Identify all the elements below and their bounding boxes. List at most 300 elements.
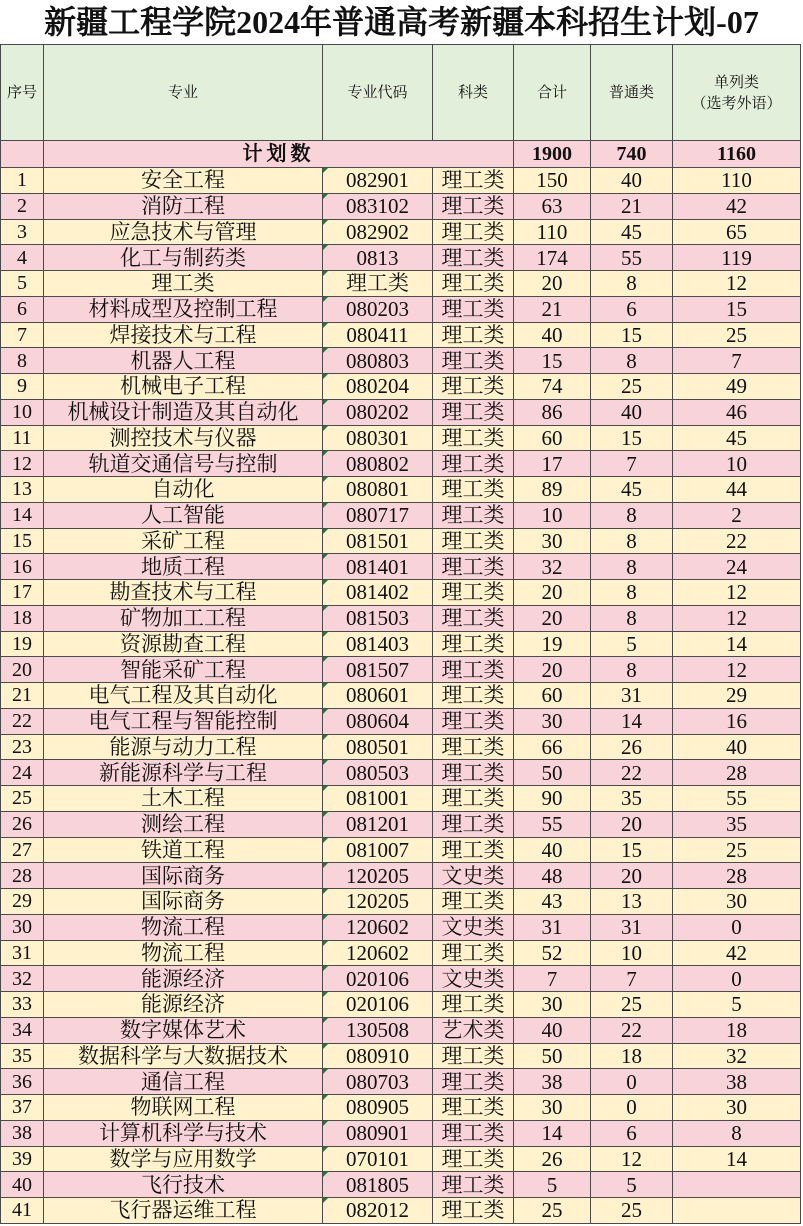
cell-major: 焊接技术与工程	[44, 322, 323, 348]
cell-separate: 32	[673, 1043, 801, 1069]
cell-total: 50	[514, 1043, 591, 1069]
cell-separate: 0	[673, 914, 801, 940]
cell-separate: 44	[673, 477, 801, 503]
table-row	[1, 399, 801, 425]
cell-major: 机器人工程	[44, 348, 323, 374]
cell-seq: 1	[1, 168, 44, 194]
header-major: 专业	[44, 45, 323, 141]
cell-separate: 5	[673, 992, 801, 1018]
cell-seq: 27	[1, 837, 44, 863]
cell-total: 25	[514, 1198, 591, 1224]
cell-total: 63	[514, 193, 591, 219]
cell-seq: 39	[1, 1146, 44, 1172]
plan-total-row	[1, 141, 801, 168]
cell-category: 理工类	[433, 271, 514, 297]
cell-separate: 15	[673, 296, 801, 322]
cell-total: 86	[514, 399, 591, 425]
cell-code: 020106	[323, 966, 433, 992]
cell-category: 理工类	[433, 1120, 514, 1146]
cell-code: 081201	[323, 811, 433, 837]
cell-general: 8	[591, 502, 673, 528]
cell-category: 文史类	[433, 914, 514, 940]
cell-total: 48	[514, 863, 591, 889]
cell-general: 25	[591, 374, 673, 400]
cell-total: 90	[514, 786, 591, 812]
cell-code: 130508	[323, 1017, 433, 1043]
cell-major: 自动化	[44, 477, 323, 503]
cell-seq: 4	[1, 245, 44, 271]
table-row	[1, 168, 801, 194]
cell-separate: 28	[673, 760, 801, 786]
cell-separate: 12	[673, 271, 801, 297]
cell-general: 8	[591, 348, 673, 374]
cell-major: 机械设计制造及其自动化	[44, 399, 323, 425]
cell-seq: 29	[1, 889, 44, 915]
table-row	[1, 1017, 801, 1043]
cell-separate: 22	[673, 528, 801, 554]
cell-seq: 25	[1, 786, 44, 812]
cell-category: 理工类	[433, 605, 514, 631]
cell-code: 081503	[323, 605, 433, 631]
cell-general: 20	[591, 863, 673, 889]
table-row	[1, 322, 801, 348]
cell-total: 38	[514, 1069, 591, 1095]
cell-code: 080204	[323, 374, 433, 400]
cell-separate: 25	[673, 322, 801, 348]
cell-code: 080501	[323, 734, 433, 760]
cell-code: 082012	[323, 1198, 433, 1224]
cell-category: 理工类	[433, 683, 514, 709]
cell-seq: 32	[1, 966, 44, 992]
cell-separate: 49	[673, 374, 801, 400]
cell-major: 安全工程	[44, 168, 323, 194]
cell-total: 89	[514, 477, 591, 503]
cell-code: 081805	[323, 1172, 433, 1198]
cell-code: 080604	[323, 708, 433, 734]
cell-major: 智能采矿工程	[44, 657, 323, 683]
table-row	[1, 631, 801, 657]
table-row	[1, 940, 801, 966]
cell-major: 计算机科学与技术	[44, 1120, 323, 1146]
cell-seq: 19	[1, 631, 44, 657]
cell-code: 080717	[323, 502, 433, 528]
cell-code: 120602	[323, 940, 433, 966]
cell-general: 31	[591, 683, 673, 709]
cell-major: 物流工程	[44, 914, 323, 940]
cell-total: 60	[514, 425, 591, 451]
table-row	[1, 374, 801, 400]
cell-major: 能源经济	[44, 966, 323, 992]
header-separate-label: 单列类	[713, 73, 759, 91]
cell-seq: 9	[1, 374, 44, 400]
table-row	[1, 296, 801, 322]
cell-general: 10	[591, 940, 673, 966]
cell-category: 理工类	[433, 631, 514, 657]
cell-seq: 40	[1, 1172, 44, 1198]
cell-general: 21	[591, 193, 673, 219]
table-row	[1, 837, 801, 863]
cell-category: 理工类	[433, 348, 514, 374]
cell-seq: 36	[1, 1069, 44, 1095]
cell-major: 飞行器运维工程	[44, 1198, 323, 1224]
cell-general: 45	[591, 219, 673, 245]
table-row	[1, 760, 801, 786]
cell-general: 5	[591, 1172, 673, 1198]
table-row	[1, 193, 801, 219]
cell-separate: 40	[673, 734, 801, 760]
cell-major: 测绘工程	[44, 811, 323, 837]
cell-general: 14	[591, 708, 673, 734]
cell-major: 国际商务	[44, 863, 323, 889]
cell-separate: 7	[673, 348, 801, 374]
cell-total: 20	[514, 271, 591, 297]
cell-total: 30	[514, 708, 591, 734]
cell-seq: 14	[1, 502, 44, 528]
cell-general: 22	[591, 1017, 673, 1043]
cell-total: 150	[514, 168, 591, 194]
cell-category: 理工类	[433, 193, 514, 219]
cell-category: 理工类	[433, 1172, 514, 1198]
cell-category: 理工类	[433, 1095, 514, 1121]
table-row	[1, 245, 801, 271]
cell-seq: 22	[1, 708, 44, 734]
cell-major: 数学与应用数学	[44, 1146, 323, 1172]
cell-general: 5	[591, 631, 673, 657]
table-header	[1, 45, 801, 141]
cell-general: 8	[591, 605, 673, 631]
cell-seq: 37	[1, 1095, 44, 1121]
cell-separate: 28	[673, 863, 801, 889]
cell-general: 8	[591, 657, 673, 683]
cell-total: 40	[514, 1017, 591, 1043]
cell-code: 080801	[323, 477, 433, 503]
table-row	[1, 605, 801, 631]
cell-total: 20	[514, 580, 591, 606]
cell-seq: 3	[1, 219, 44, 245]
header-total: 合计	[514, 45, 591, 141]
cell-major: 能源经济	[44, 992, 323, 1018]
cell-separate: 18	[673, 1017, 801, 1043]
cell-category: 文史类	[433, 966, 514, 992]
cell-code: 070101	[323, 1146, 433, 1172]
cell-general: 22	[591, 760, 673, 786]
table-row	[1, 708, 801, 734]
cell-general: 31	[591, 914, 673, 940]
cell-separate: 45	[673, 425, 801, 451]
table-row	[1, 966, 801, 992]
cell-general: 6	[591, 296, 673, 322]
table-row	[1, 734, 801, 760]
cell-general: 7	[591, 451, 673, 477]
cell-general: 18	[591, 1043, 673, 1069]
cell-separate: 110	[673, 168, 801, 194]
cell-major: 材料成型及控制工程	[44, 296, 323, 322]
cell-general: 15	[591, 837, 673, 863]
cell-separate: 8	[673, 1120, 801, 1146]
cell-seq: 11	[1, 425, 44, 451]
cell-category: 理工类	[433, 708, 514, 734]
cell-category: 理工类	[433, 296, 514, 322]
cell-total: 7	[514, 966, 591, 992]
cell-separate	[673, 1198, 801, 1224]
cell-seq: 16	[1, 554, 44, 580]
cell-seq: 18	[1, 605, 44, 631]
table-row	[1, 425, 801, 451]
cell-category: 理工类	[433, 502, 514, 528]
cell-separate: 0	[673, 966, 801, 992]
cell-total: 52	[514, 940, 591, 966]
cell-category: 理工类	[433, 1146, 514, 1172]
cell-total: 10	[514, 502, 591, 528]
header-seq: 序号	[1, 45, 44, 141]
cell-code: 080203	[323, 296, 433, 322]
table-row	[1, 554, 801, 580]
cell-code: 082901	[323, 168, 433, 194]
table-row	[1, 1095, 801, 1121]
cell-separate	[673, 1172, 801, 1198]
cell-code: 120602	[323, 914, 433, 940]
cell-total: 31	[514, 914, 591, 940]
cell-category: 理工类	[433, 734, 514, 760]
cell-seq: 38	[1, 1120, 44, 1146]
cell-major: 人工智能	[44, 502, 323, 528]
cell-major: 勘查技术与工程	[44, 580, 323, 606]
cell-general: 45	[591, 477, 673, 503]
cell-major: 通信工程	[44, 1069, 323, 1095]
cell-category: 理工类	[433, 1198, 514, 1224]
table-row	[1, 348, 801, 374]
cell-category: 理工类	[433, 374, 514, 400]
cell-category: 理工类	[433, 477, 514, 503]
cell-code: 理工类	[323, 271, 433, 297]
cell-seq: 12	[1, 451, 44, 477]
cell-total: 17	[514, 451, 591, 477]
cell-major: 国际商务	[44, 889, 323, 915]
cell-category: 理工类	[433, 245, 514, 271]
cell-total: 110	[514, 219, 591, 245]
cell-category: 理工类	[433, 786, 514, 812]
cell-code: 080503	[323, 760, 433, 786]
cell-separate: 30	[673, 1095, 801, 1121]
cell-category: 理工类	[433, 322, 514, 348]
cell-total: 15	[514, 348, 591, 374]
cell-major: 应急技术与管理	[44, 219, 323, 245]
table-row	[1, 1198, 801, 1224]
cell-category: 理工类	[433, 889, 514, 915]
cell-general: 8	[591, 580, 673, 606]
cell-separate: 24	[673, 554, 801, 580]
cell-major: 飞行技术	[44, 1172, 323, 1198]
table-row	[1, 863, 801, 889]
table-row	[1, 992, 801, 1018]
cell-total: 66	[514, 734, 591, 760]
cell-separate: 14	[673, 631, 801, 657]
cell-separate: 46	[673, 399, 801, 425]
cell-category: 理工类	[433, 760, 514, 786]
cell-seq: 8	[1, 348, 44, 374]
cell-code: 081007	[323, 837, 433, 863]
cell-general: 35	[591, 786, 673, 812]
cell-major: 理工类	[44, 271, 323, 297]
cell-total: 55	[514, 811, 591, 837]
cell-category: 理工类	[433, 837, 514, 863]
enrollment-plan-table	[0, 44, 801, 1224]
cell-seq: 28	[1, 863, 44, 889]
header-separate-note: （选考外语）	[691, 94, 782, 112]
cell-category: 理工类	[433, 554, 514, 580]
cell-code: 081402	[323, 580, 433, 606]
cell-seq: 5	[1, 271, 44, 297]
cell-separate: 16	[673, 708, 801, 734]
cell-major: 消防工程	[44, 193, 323, 219]
cell-major: 采矿工程	[44, 528, 323, 554]
cell-total: 50	[514, 760, 591, 786]
cell-code: 080601	[323, 683, 433, 709]
cell-general: 25	[591, 1198, 673, 1224]
cell-separate: 12	[673, 580, 801, 606]
cell-general: 20	[591, 811, 673, 837]
cell-seq: 35	[1, 1043, 44, 1069]
cell-major: 物流工程	[44, 940, 323, 966]
cell-total: 40	[514, 837, 591, 863]
cell-general: 8	[591, 528, 673, 554]
cell-code: 020106	[323, 992, 433, 1018]
table-row	[1, 1146, 801, 1172]
cell-code: 081001	[323, 786, 433, 812]
cell-code: 080905	[323, 1095, 433, 1121]
table-row	[1, 914, 801, 940]
cell-total: 21	[514, 296, 591, 322]
cell-total: 30	[514, 528, 591, 554]
cell-major: 电气工程及其自动化	[44, 683, 323, 709]
plan-total: 1900	[514, 141, 591, 168]
cell-separate: 65	[673, 219, 801, 245]
cell-category: 理工类	[433, 219, 514, 245]
cell-general: 12	[591, 1146, 673, 1172]
cell-code: 080901	[323, 1120, 433, 1146]
table-row	[1, 1069, 801, 1095]
cell-total: 20	[514, 657, 591, 683]
table-row	[1, 811, 801, 837]
header-general: 普通类	[591, 45, 673, 141]
cell-total: 20	[514, 605, 591, 631]
cell-general: 15	[591, 322, 673, 348]
cell-total: 19	[514, 631, 591, 657]
cell-seq: 34	[1, 1017, 44, 1043]
cell-major: 铁道工程	[44, 837, 323, 863]
cell-major: 矿物加工工程	[44, 605, 323, 631]
cell-general: 13	[591, 889, 673, 915]
plan-seq-empty	[1, 141, 44, 168]
cell-separate: 42	[673, 193, 801, 219]
cell-major: 电气工程与智能控制	[44, 708, 323, 734]
header-category: 科类	[433, 45, 514, 141]
cell-code: 0813	[323, 245, 433, 271]
cell-general: 55	[591, 245, 673, 271]
cell-separate: 38	[673, 1069, 801, 1095]
cell-seq: 2	[1, 193, 44, 219]
table-body	[1, 141, 801, 1224]
table-row	[1, 502, 801, 528]
cell-separate: 119	[673, 245, 801, 271]
cell-total: 74	[514, 374, 591, 400]
cell-category: 理工类	[433, 451, 514, 477]
cell-separate: 12	[673, 657, 801, 683]
cell-category: 理工类	[433, 399, 514, 425]
cell-seq: 10	[1, 399, 44, 425]
cell-major: 物联网工程	[44, 1095, 323, 1121]
cell-seq: 31	[1, 940, 44, 966]
cell-seq: 20	[1, 657, 44, 683]
cell-code: 081507	[323, 657, 433, 683]
table-row	[1, 451, 801, 477]
cell-code: 081401	[323, 554, 433, 580]
cell-major: 能源与动力工程	[44, 734, 323, 760]
cell-separate: 25	[673, 837, 801, 863]
cell-code: 120205	[323, 863, 433, 889]
cell-category: 理工类	[433, 992, 514, 1018]
cell-major: 化工与制药类	[44, 245, 323, 271]
header-row	[1, 45, 801, 141]
cell-code: 080411	[323, 322, 433, 348]
cell-seq: 15	[1, 528, 44, 554]
table-row	[1, 889, 801, 915]
table-row	[1, 1172, 801, 1198]
cell-major: 新能源科学与工程	[44, 760, 323, 786]
cell-code: 081501	[323, 528, 433, 554]
cell-total: 40	[514, 322, 591, 348]
table-row	[1, 219, 801, 245]
cell-general: 0	[591, 1095, 673, 1121]
cell-separate: 30	[673, 889, 801, 915]
cell-category: 理工类	[433, 580, 514, 606]
cell-code: 083102	[323, 193, 433, 219]
cell-seq: 21	[1, 683, 44, 709]
table-row	[1, 477, 801, 503]
cell-seq: 7	[1, 322, 44, 348]
cell-general: 25	[591, 992, 673, 1018]
cell-general: 8	[591, 554, 673, 580]
table-row	[1, 528, 801, 554]
cell-seq: 17	[1, 580, 44, 606]
cell-seq: 30	[1, 914, 44, 940]
cell-total: 30	[514, 992, 591, 1018]
table-row	[1, 683, 801, 709]
cell-major: 机械电子工程	[44, 374, 323, 400]
cell-general: 8	[591, 271, 673, 297]
table-row	[1, 1120, 801, 1146]
cell-total: 32	[514, 554, 591, 580]
header-code: 专业代码	[323, 45, 433, 141]
cell-major: 地质工程	[44, 554, 323, 580]
table-row	[1, 580, 801, 606]
cell-category: 文史类	[433, 863, 514, 889]
cell-separate: 55	[673, 786, 801, 812]
table-row	[1, 786, 801, 812]
cell-category: 理工类	[433, 168, 514, 194]
cell-category: 理工类	[433, 657, 514, 683]
header-separate	[673, 45, 801, 141]
table-row	[1, 1043, 801, 1069]
table-row	[1, 657, 801, 683]
cell-general: 7	[591, 966, 673, 992]
cell-total: 14	[514, 1120, 591, 1146]
cell-seq: 41	[1, 1198, 44, 1224]
cell-total: 60	[514, 683, 591, 709]
plan-separate: 1160	[673, 141, 801, 168]
cell-separate: 29	[673, 683, 801, 709]
cell-general: 15	[591, 425, 673, 451]
